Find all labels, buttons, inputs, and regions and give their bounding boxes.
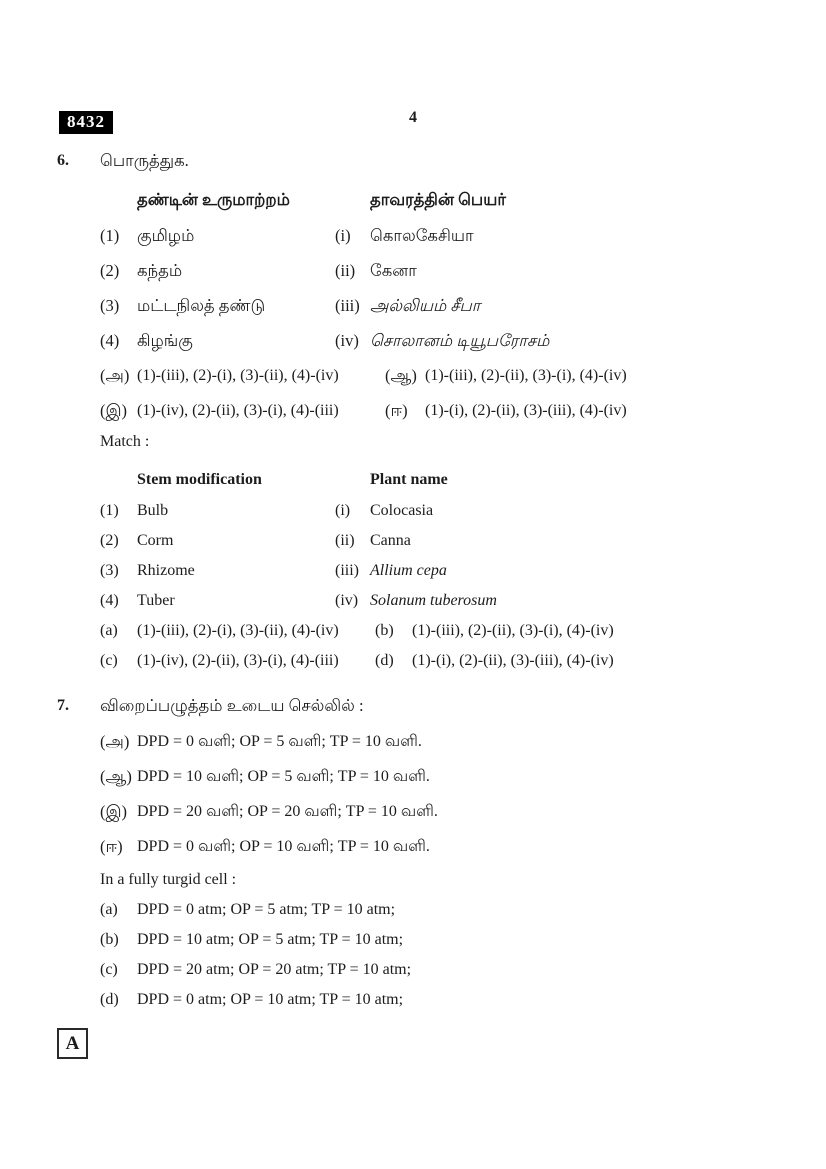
row-number: (2) xyxy=(100,532,119,549)
option-text: DPD = 20 atm; OP = 20 atm; TP = 10 atm; xyxy=(137,961,412,978)
question-prompt-english: In a fully turgid cell : xyxy=(100,871,237,888)
english-options-row xyxy=(57,650,798,671)
option-text: (1)-(iii), (2)-(ii), (3)-(i), (4)-(iv) xyxy=(412,622,614,639)
table-row xyxy=(57,500,798,521)
row-right-label: Colocasia xyxy=(370,502,434,519)
english-option xyxy=(57,989,798,1010)
question-7 xyxy=(57,695,798,1010)
option-label: (ஆ) xyxy=(385,366,417,385)
booklet-series-box xyxy=(57,1028,88,1059)
option-label: (c) xyxy=(100,961,118,978)
booklet-series-letter: A xyxy=(65,1032,80,1054)
tamil-options-row xyxy=(57,400,798,421)
option-label: (d) xyxy=(375,652,394,669)
row-right-label: சொலானம் டியூபரோசம் xyxy=(370,331,550,350)
row-left-label: கந்தம் xyxy=(137,261,183,280)
row-number: (2) xyxy=(100,261,120,280)
row-left-label: Rhizome xyxy=(137,562,195,579)
option-text: DPD = 20 வளி; OP = 20 வளி; TP = 10 வளி. xyxy=(137,803,438,820)
match-label: Match : xyxy=(100,433,150,450)
question-number: 7. xyxy=(57,697,69,714)
question-number: 6. xyxy=(57,152,69,169)
option-text: (1)-(iii), (2)-(i), (3)-(ii), (4)-(iv) xyxy=(137,622,339,639)
option-text: (1)-(iii), (2)-(ii), (3)-(i), (4)-(iv) xyxy=(425,367,627,384)
row-left-label: கிழங்கு xyxy=(137,331,193,350)
row-roman-numeral: (iii) xyxy=(335,562,359,579)
row-number: (3) xyxy=(100,562,119,579)
tamil-option xyxy=(57,836,798,857)
option-label: (இ) xyxy=(100,401,128,420)
english-option xyxy=(57,929,798,950)
table-row xyxy=(57,560,798,581)
option-label: (a) xyxy=(100,622,118,639)
option-text: DPD = 0 atm; OP = 5 atm; TP = 10 atm; xyxy=(137,901,396,918)
table-row xyxy=(57,295,798,316)
column-header-stem-tamil: தண்டின் உருமாற்றம் xyxy=(137,190,290,209)
option-text: DPD = 0 atm; OP = 10 atm; TP = 10 atm; xyxy=(137,991,404,1008)
row-roman-numeral: (iii) xyxy=(335,296,360,315)
row-right-label: Allium cepa xyxy=(370,562,447,579)
row-left-label: Tuber xyxy=(137,592,175,609)
option-text: DPD = 10 atm; OP = 5 atm; TP = 10 atm; xyxy=(137,931,404,948)
option-text: (1)-(iv), (2)-(ii), (3)-(i), (4)-(iii) xyxy=(137,652,339,669)
question-prompt-tamil: விறைப்பழுத்தம் உடைய செல்லில் : xyxy=(100,696,364,715)
table-row xyxy=(57,530,798,551)
option-text: (1)-(iii), (2)-(i), (3)-(ii), (4)-(iv) xyxy=(137,367,339,384)
row-number: (3) xyxy=(100,296,120,315)
row-roman-numeral: (ii) xyxy=(335,261,356,280)
row-number: (4) xyxy=(100,331,120,350)
english-option xyxy=(57,899,798,920)
row-right-label: கேனா xyxy=(370,261,417,280)
row-right-label: Solanum tuberosum xyxy=(370,592,497,609)
table-row xyxy=(57,330,798,351)
option-label: (ஆ) xyxy=(100,767,132,786)
page-number: 4 xyxy=(409,109,417,126)
row-left-label: Corm xyxy=(137,532,174,549)
match-table-tamil xyxy=(57,225,798,351)
table-row xyxy=(57,225,798,246)
row-right-label: கொலகேசியா xyxy=(370,226,474,245)
option-label: (இ) xyxy=(100,802,128,821)
option-label: (a) xyxy=(100,901,118,918)
english-option xyxy=(57,959,798,980)
tamil-option xyxy=(57,766,798,787)
option-text: (1)-(i), (2)-(ii), (3)-(iii), (4)-(iv) xyxy=(412,652,614,669)
option-label: (ஈ) xyxy=(100,837,123,856)
row-left-label: மட்டநிலத் தண்டு xyxy=(137,296,266,315)
match-table-english-headers xyxy=(57,469,798,491)
table-row xyxy=(57,260,798,281)
match-table-english xyxy=(57,500,798,611)
option-label: (அ) xyxy=(100,732,130,751)
row-number: (1) xyxy=(100,502,119,519)
row-roman-numeral: (iv) xyxy=(335,331,359,350)
column-header-plant-tamil: தாவரத்தின் பெயர் xyxy=(370,190,506,209)
option-text: DPD = 10 வளி; OP = 5 வளி; TP = 10 வளி. xyxy=(137,768,430,785)
option-text: (1)-(i), (2)-(ii), (3)-(iii), (4)-(iv) xyxy=(425,402,627,419)
question-prompt-tamil: பொருத்துக. xyxy=(100,151,189,170)
row-left-label: குமிழம் xyxy=(137,226,195,245)
column-header-stem: Stem modification xyxy=(137,471,262,488)
table-row xyxy=(57,590,798,611)
question-6 xyxy=(57,150,798,671)
paper-code-badge: 8432 xyxy=(59,111,113,134)
match-table-tamil-headers xyxy=(57,189,798,211)
row-number: (1) xyxy=(100,226,120,245)
option-label: (b) xyxy=(100,931,119,948)
option-text: DPD = 0 வளி; OP = 10 வளி; TP = 10 வளி. xyxy=(137,838,430,855)
row-roman-numeral: (i) xyxy=(335,226,351,245)
option-label: (c) xyxy=(100,652,118,669)
row-roman-numeral: (i) xyxy=(335,502,351,519)
option-label: (ஈ) xyxy=(385,401,408,420)
option-label: (b) xyxy=(375,622,394,639)
option-text: (1)-(iv), (2)-(ii), (3)-(i), (4)-(iii) xyxy=(137,402,339,419)
column-header-plant: Plant name xyxy=(370,471,448,488)
row-right-label: அல்லியம் சீபா xyxy=(370,296,481,315)
tamil-option xyxy=(57,731,798,752)
option-label: (d) xyxy=(100,991,119,1008)
row-roman-numeral: (iv) xyxy=(335,592,359,609)
tamil-option xyxy=(57,801,798,822)
english-options-row xyxy=(57,620,798,641)
option-label: (அ) xyxy=(100,366,130,385)
option-text: DPD = 0 வளி; OP = 5 வளி; TP = 10 வளி. xyxy=(137,733,422,750)
row-right-label: Canna xyxy=(370,532,411,549)
tamil-options-row xyxy=(57,365,798,386)
row-number: (4) xyxy=(100,592,119,609)
row-left-label: Bulb xyxy=(137,502,169,519)
row-roman-numeral: (ii) xyxy=(335,532,355,549)
